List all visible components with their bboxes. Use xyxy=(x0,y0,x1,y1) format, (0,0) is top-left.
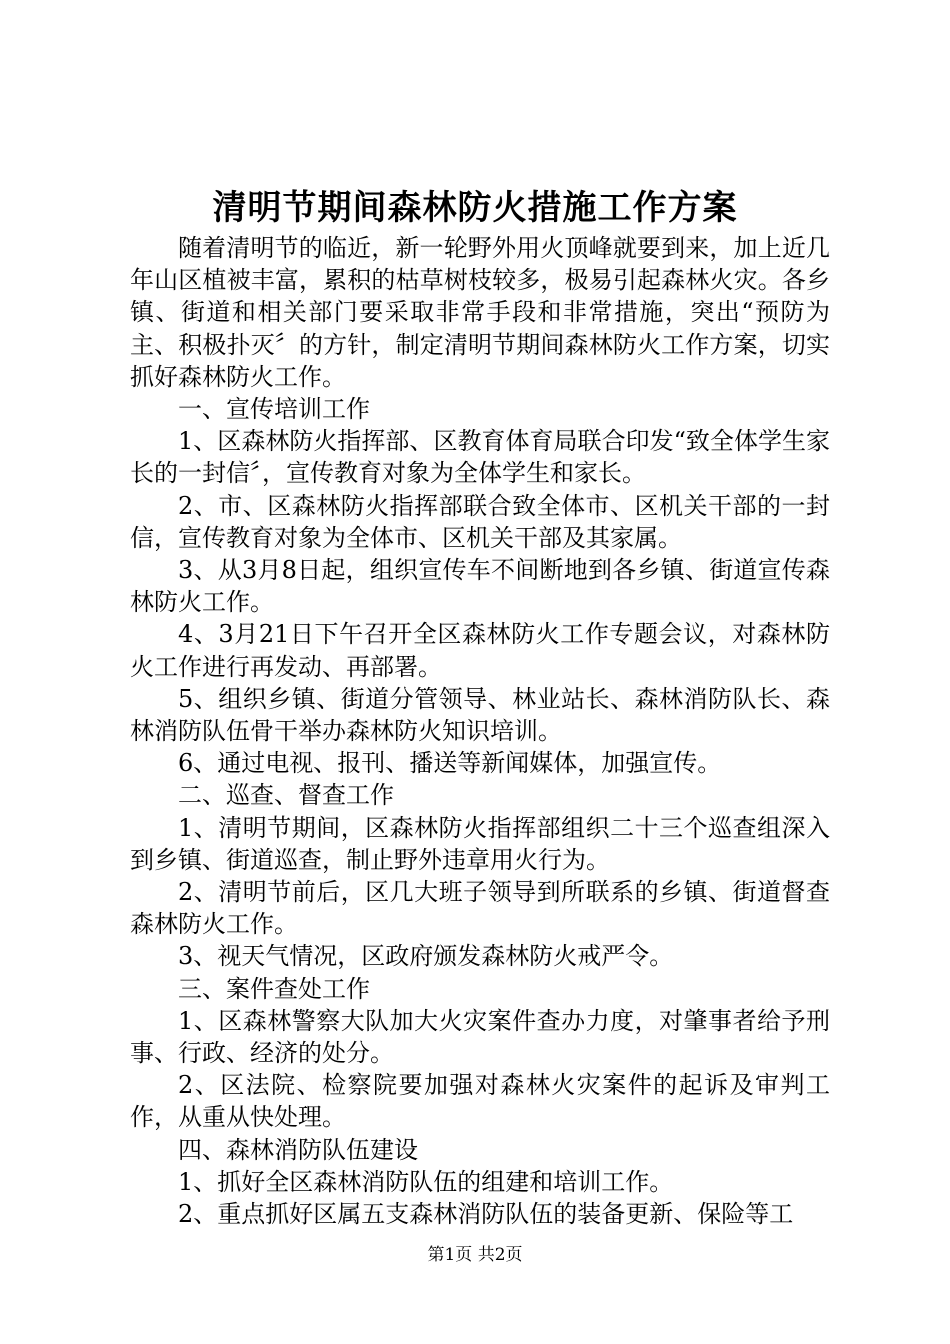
document-title: 清明节期间森林防火措施工作方案 xyxy=(212,188,738,228)
page-number-footer: 第1页 共2页 xyxy=(427,1245,523,1265)
paragraph: 3、视天气情况，区政府颁发森林防火戒严令。 xyxy=(178,942,674,971)
paragraph: 6、通过电视、报刊、播送等新闻媒体，加强宣传。 xyxy=(178,749,722,778)
paragraph: 1、区森林防火指挥部、区教育体育局联合印发“致全体学生家长的一封信〞，宣传教育对象为全体学生和家长。 xyxy=(130,427,830,488)
paragraph: 5、组织乡镇、街道分管领导、林业站长、森林消防队长、森林消防队伍骨干举办森林防火知识培训。 xyxy=(130,684,830,746)
section-heading: 三、案件查处工作 xyxy=(178,974,370,1003)
paragraph: 2、区法院、检察院要加强对森林火灾案件的起诉及审判工作，从重从快处理。 xyxy=(130,1071,830,1132)
paragraph: 4、3月21日下午召开全区森林防火工作专题会议，对森林防火工作进行再发动、再部署。 xyxy=(130,620,830,681)
paragraph: 1、清明节期间，区森林防火指挥部组织二十三个巡查组深入到乡镇、街道巡查，制止野外违章用火行为。 xyxy=(130,813,830,874)
paragraph: 1、抓好全区森林消防队伍的组建和培训工作。 xyxy=(178,1167,674,1196)
section-heading: 一、宣传培训工作 xyxy=(178,395,370,424)
section-heading: 四、森林消防队伍建设 xyxy=(178,1135,418,1164)
paragraph: 2、市、区森林防火指挥部联合致全体市、区机关干部的一封信，宣传教育对象为全体市、区机关干部及其家属。 xyxy=(130,491,830,552)
paragraph: 2、重点抓好区属五支森林消防队伍的装备更新、保险等工 xyxy=(178,1200,794,1229)
paragraph: 1、区森林警察大队加大火灾案件查办力度，对肇事者给予刑事、行政、经济的处分。 xyxy=(130,1006,830,1068)
section-heading: 二、巡查、督查工作 xyxy=(178,781,394,810)
paragraph: 随着清明节的临近，新一轮野外用火顶峰就要到来，加上近几年山区植被丰富，累积的枯草树枝较多，极易引起森林火灾。各乡镇、街道和相关部门要采取非常手段和非常措施，突出“预防为主、积极扑灭〞的方针，制定清明节期间森林防火工作方案，切实抓好森林防火工作。 xyxy=(130,234,830,391)
document-body xyxy=(130,232,830,1230)
paragraph: 2、清明节前后，区几大班子领导到所联系的乡镇、街道督查森林防火工作。 xyxy=(130,878,830,939)
paragraph: 3、从3月8日起，组织宣传车不间断地到各乡镇、街道宣传森林防火工作。 xyxy=(130,556,830,617)
